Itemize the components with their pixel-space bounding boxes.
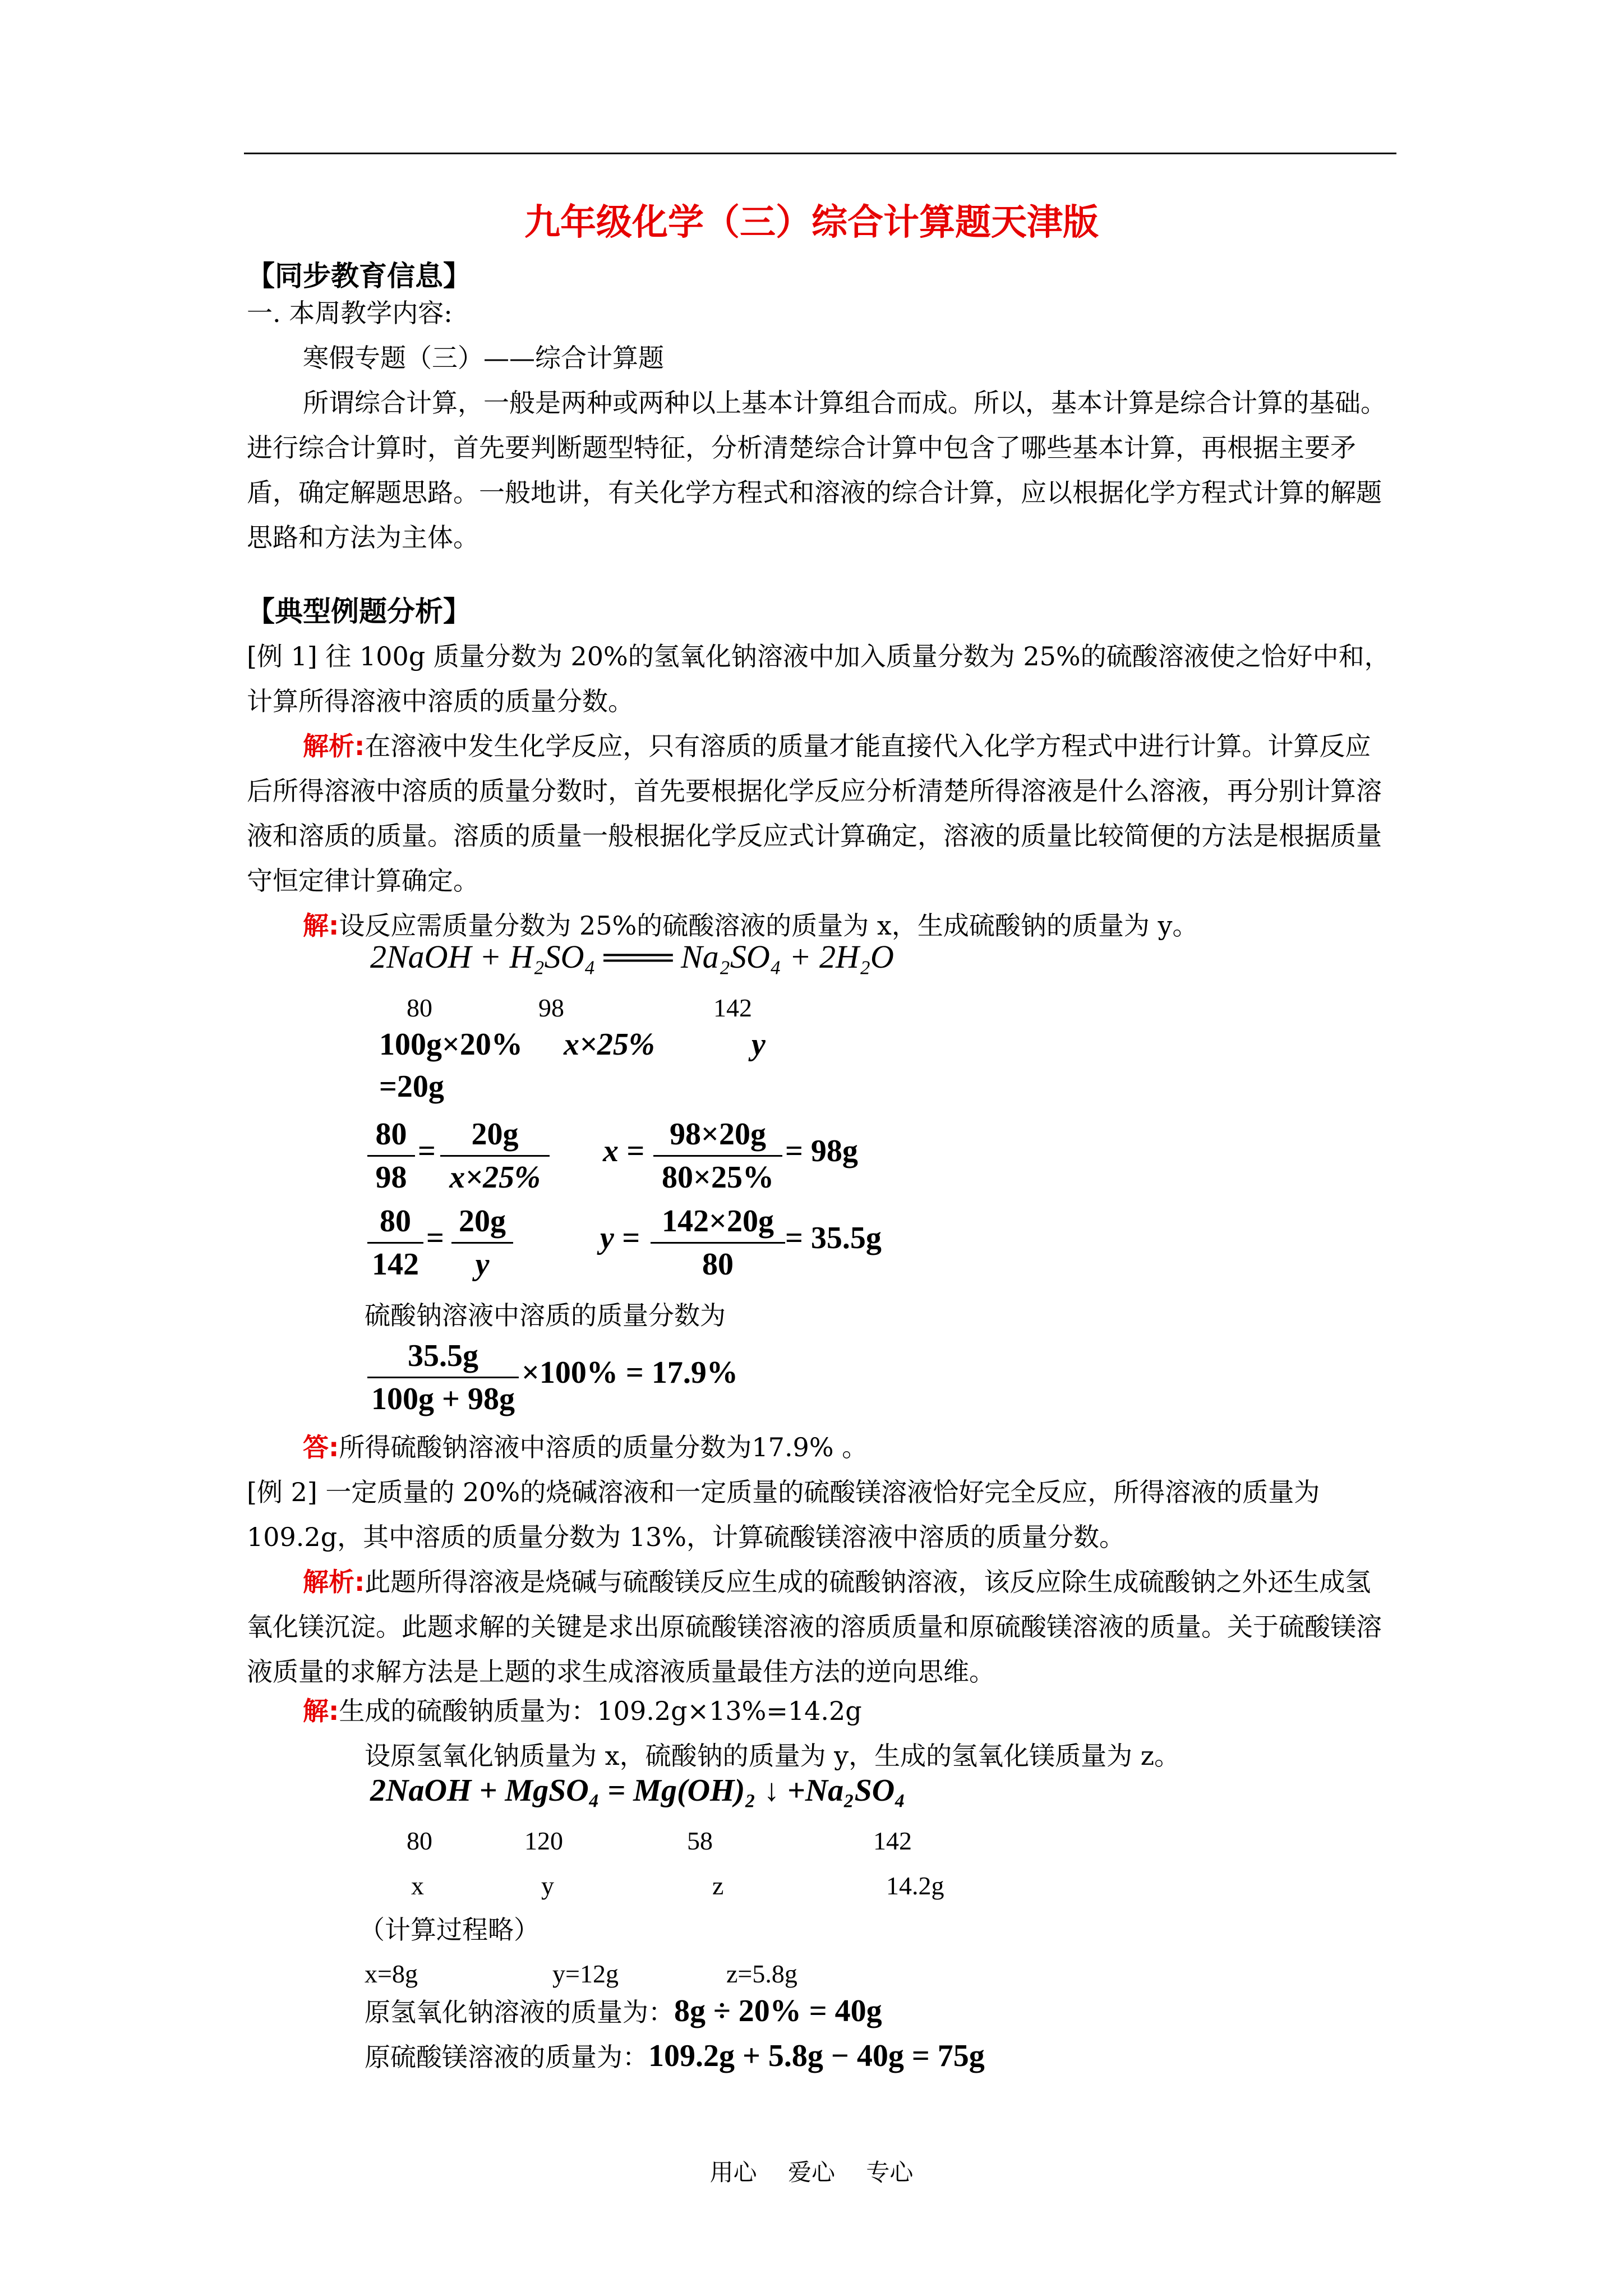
- naoh-solute-mass: =20g: [379, 1069, 444, 1104]
- denominator: 80×25%: [653, 1155, 782, 1198]
- mass-na2so4: y: [751, 1027, 766, 1062]
- naoh-label: 原氢氧化钠溶液的质量为：: [365, 1997, 674, 2027]
- example1-question: [例 1] 往 100g 质量分数为 20%的氢氧化钠溶液中加入质量分数为 25%的硫酸溶液使之恰好中和，计算所得溶液中溶质的质量分数。: [247, 641, 1390, 716]
- solution-label: 解:: [303, 1696, 339, 1726]
- molar-mass-h2so4: 98: [538, 993, 564, 1022]
- example2-equation: 2NaOH + MgSO₄ = Mg(OH)₂ ↓ +Na₂SO₄: [370, 1773, 906, 1808]
- y-label: y =: [600, 1221, 640, 1255]
- molar-mass-naoh: 80: [407, 1826, 432, 1855]
- denominator: 80: [651, 1242, 785, 1285]
- mass-naoh: 100g×20%: [379, 1027, 523, 1062]
- numerator: 35.5g: [408, 1338, 478, 1373]
- example2-solution1: [303, 1688, 862, 1733]
- page-footer: 用心 爱心 专心: [709, 2159, 914, 2186]
- example2-question: [例 2] 一定质量的 20%的烧碱溶液和一定质量的硫酸镁溶液恰好完全反应，所得溶液的质量为 109.2g，其中溶质的质量分数为 13%，计算硫酸镁溶液中溶质的质量分数。: [247, 1477, 1320, 1552]
- mgso4-calc: 109.2g + 5.8g − 40g = 75g: [648, 2039, 985, 2073]
- numerator: 98×20g: [670, 1117, 766, 1152]
- example2-solution2: 设原氢氧化钠质量为 x，硫酸钠的质量为 y，生成的氢氧化镁质量为 z。: [365, 1741, 1181, 1771]
- numerator: 20g: [459, 1204, 506, 1239]
- top-rule: [244, 153, 1396, 154]
- numerator: 80: [380, 1204, 411, 1239]
- result-y: y=12g: [552, 1959, 619, 1988]
- calculation-omitted: （计算过程略）: [359, 1915, 540, 1945]
- analysis-label: 解析:: [303, 731, 365, 761]
- molar-mass-na2so4: 142: [873, 1826, 912, 1855]
- molar-mass-mgso4: 120: [524, 1826, 563, 1855]
- section-heading-examples: 【典型例题分析】: [247, 595, 471, 628]
- numerator: 142×20g: [662, 1204, 774, 1239]
- var-z: z: [712, 1871, 724, 1900]
- answer-text: 所得硫酸钠溶液中溶质的质量分数为17.9% 。: [339, 1432, 868, 1462]
- numerator: 20g: [471, 1117, 519, 1152]
- example1-analysis: [247, 724, 1396, 903]
- answer-label: 答:: [303, 1432, 339, 1462]
- var-na2so4: 14.2g: [886, 1871, 944, 1900]
- equals-sign: =: [426, 1221, 444, 1255]
- y-result: = 35.5g: [785, 1221, 882, 1255]
- fraction-20g-y: [451, 1200, 513, 1285]
- molar-mass-naoh: 80: [407, 993, 432, 1022]
- example2-analysis: [247, 1559, 1396, 1694]
- page-title: 九年级化学（三）综合计算题天津版: [524, 202, 1099, 243]
- result-x: x=8g: [365, 1959, 418, 1988]
- mass-h2so4: x×25%: [564, 1027, 655, 1062]
- denominator: 142: [367, 1242, 423, 1285]
- x-result: = 98g: [785, 1134, 858, 1168]
- solution-text: 生成的硫酸钠质量为：109.2g×13%=14.2g: [339, 1696, 862, 1726]
- topic-line: 寒假专题（三）——综合计算题: [303, 343, 664, 373]
- analysis-text: 在溶液中发生化学反应，只有溶质的质量才能直接代入化学方程式中进行计算。计算反应后所得溶液中溶质的质量分数时，首先要根据化学反应分析清楚所得溶液是什么溶液，再分别计算溶液和溶质的质量。溶质的质量一般根据化学反应式计算确定，溶液的质量比较简便的方法是根据质量守恒定律计算确定。: [247, 731, 1382, 896]
- naoh-solution-mass: [365, 1989, 882, 2035]
- fraction-label: 硫酸钠溶液中溶质的质量分数为: [365, 1300, 726, 1331]
- molar-mass-mgoh2: 58: [687, 1826, 713, 1855]
- equals-sign: =: [418, 1134, 436, 1168]
- final-result: ×100% = 17.9%: [522, 1355, 738, 1390]
- intro-paragraph: 所谓综合计算，一般是两种或两种以上基本计算组合而成。所以，基本计算是综合计算的基础。进行综合计算时，首先要判断题型特征，分析清楚综合计算中包含了哪些基本计算，再根据主要矛盾，确定解题思路。一般地讲，有关化学方程式和溶液的综合计算，应以根据化学方程式计算的解题思路和方法为主体。: [247, 388, 1386, 553]
- fraction-y: [651, 1200, 785, 1285]
- analysis-text: 此题所得溶液是烧碱与硫酸镁反应生成的硫酸钠溶液，该反应除生成硫酸钠之外还生成氢氧化镁沉淀。此题求解的关键是求出原硫酸镁溶液的溶质质量和原硫酸镁溶液的质量。关于硫酸镁溶液质量的求解方法是上题的求生成溶液质量最佳方法的逆向思维。: [247, 1567, 1382, 1687]
- item-teaching-content: 一. 本周教学内容:: [247, 298, 453, 328]
- fraction-80-142: [367, 1200, 423, 1285]
- mgso4-label: 原硫酸镁溶液的质量为：: [365, 2042, 648, 2072]
- denominator: y: [451, 1242, 513, 1285]
- naoh-calc: 8g ÷ 20% = 40g: [674, 1994, 882, 2028]
- molar-mass-na2so4: 142: [713, 993, 752, 1022]
- example1-answer: [303, 1425, 868, 1470]
- mgso4-solution-mass: [365, 2033, 985, 2079]
- denominator: 100g + 98g: [367, 1377, 519, 1420]
- fraction-80-98: [367, 1114, 415, 1198]
- var-x: x: [411, 1871, 424, 1900]
- var-y: y: [541, 1871, 554, 1900]
- solution-label: 解:: [303, 910, 339, 941]
- final-fraction: [367, 1335, 519, 1420]
- fraction-x: [653, 1114, 782, 1198]
- section-heading-info: 【同步教育信息】: [247, 260, 471, 292]
- denominator: x×25%: [440, 1155, 550, 1198]
- analysis-label: 解析:: [303, 1567, 365, 1597]
- numerator: 80: [375, 1117, 407, 1152]
- result-z: z=5.8g: [726, 1959, 797, 1988]
- fraction-20g: [440, 1114, 550, 1198]
- example1-equation: 2NaOH + H₂SO₄ ═══ Na₂SO₄ + 2H₂O: [370, 938, 894, 975]
- solution-text: 设反应需质量分数为 25%的硫酸溶液的质量为 x，生成硫酸钠的质量为 y。: [339, 910, 1198, 941]
- x-label: x =: [603, 1134, 644, 1168]
- denominator: 98: [367, 1155, 415, 1198]
